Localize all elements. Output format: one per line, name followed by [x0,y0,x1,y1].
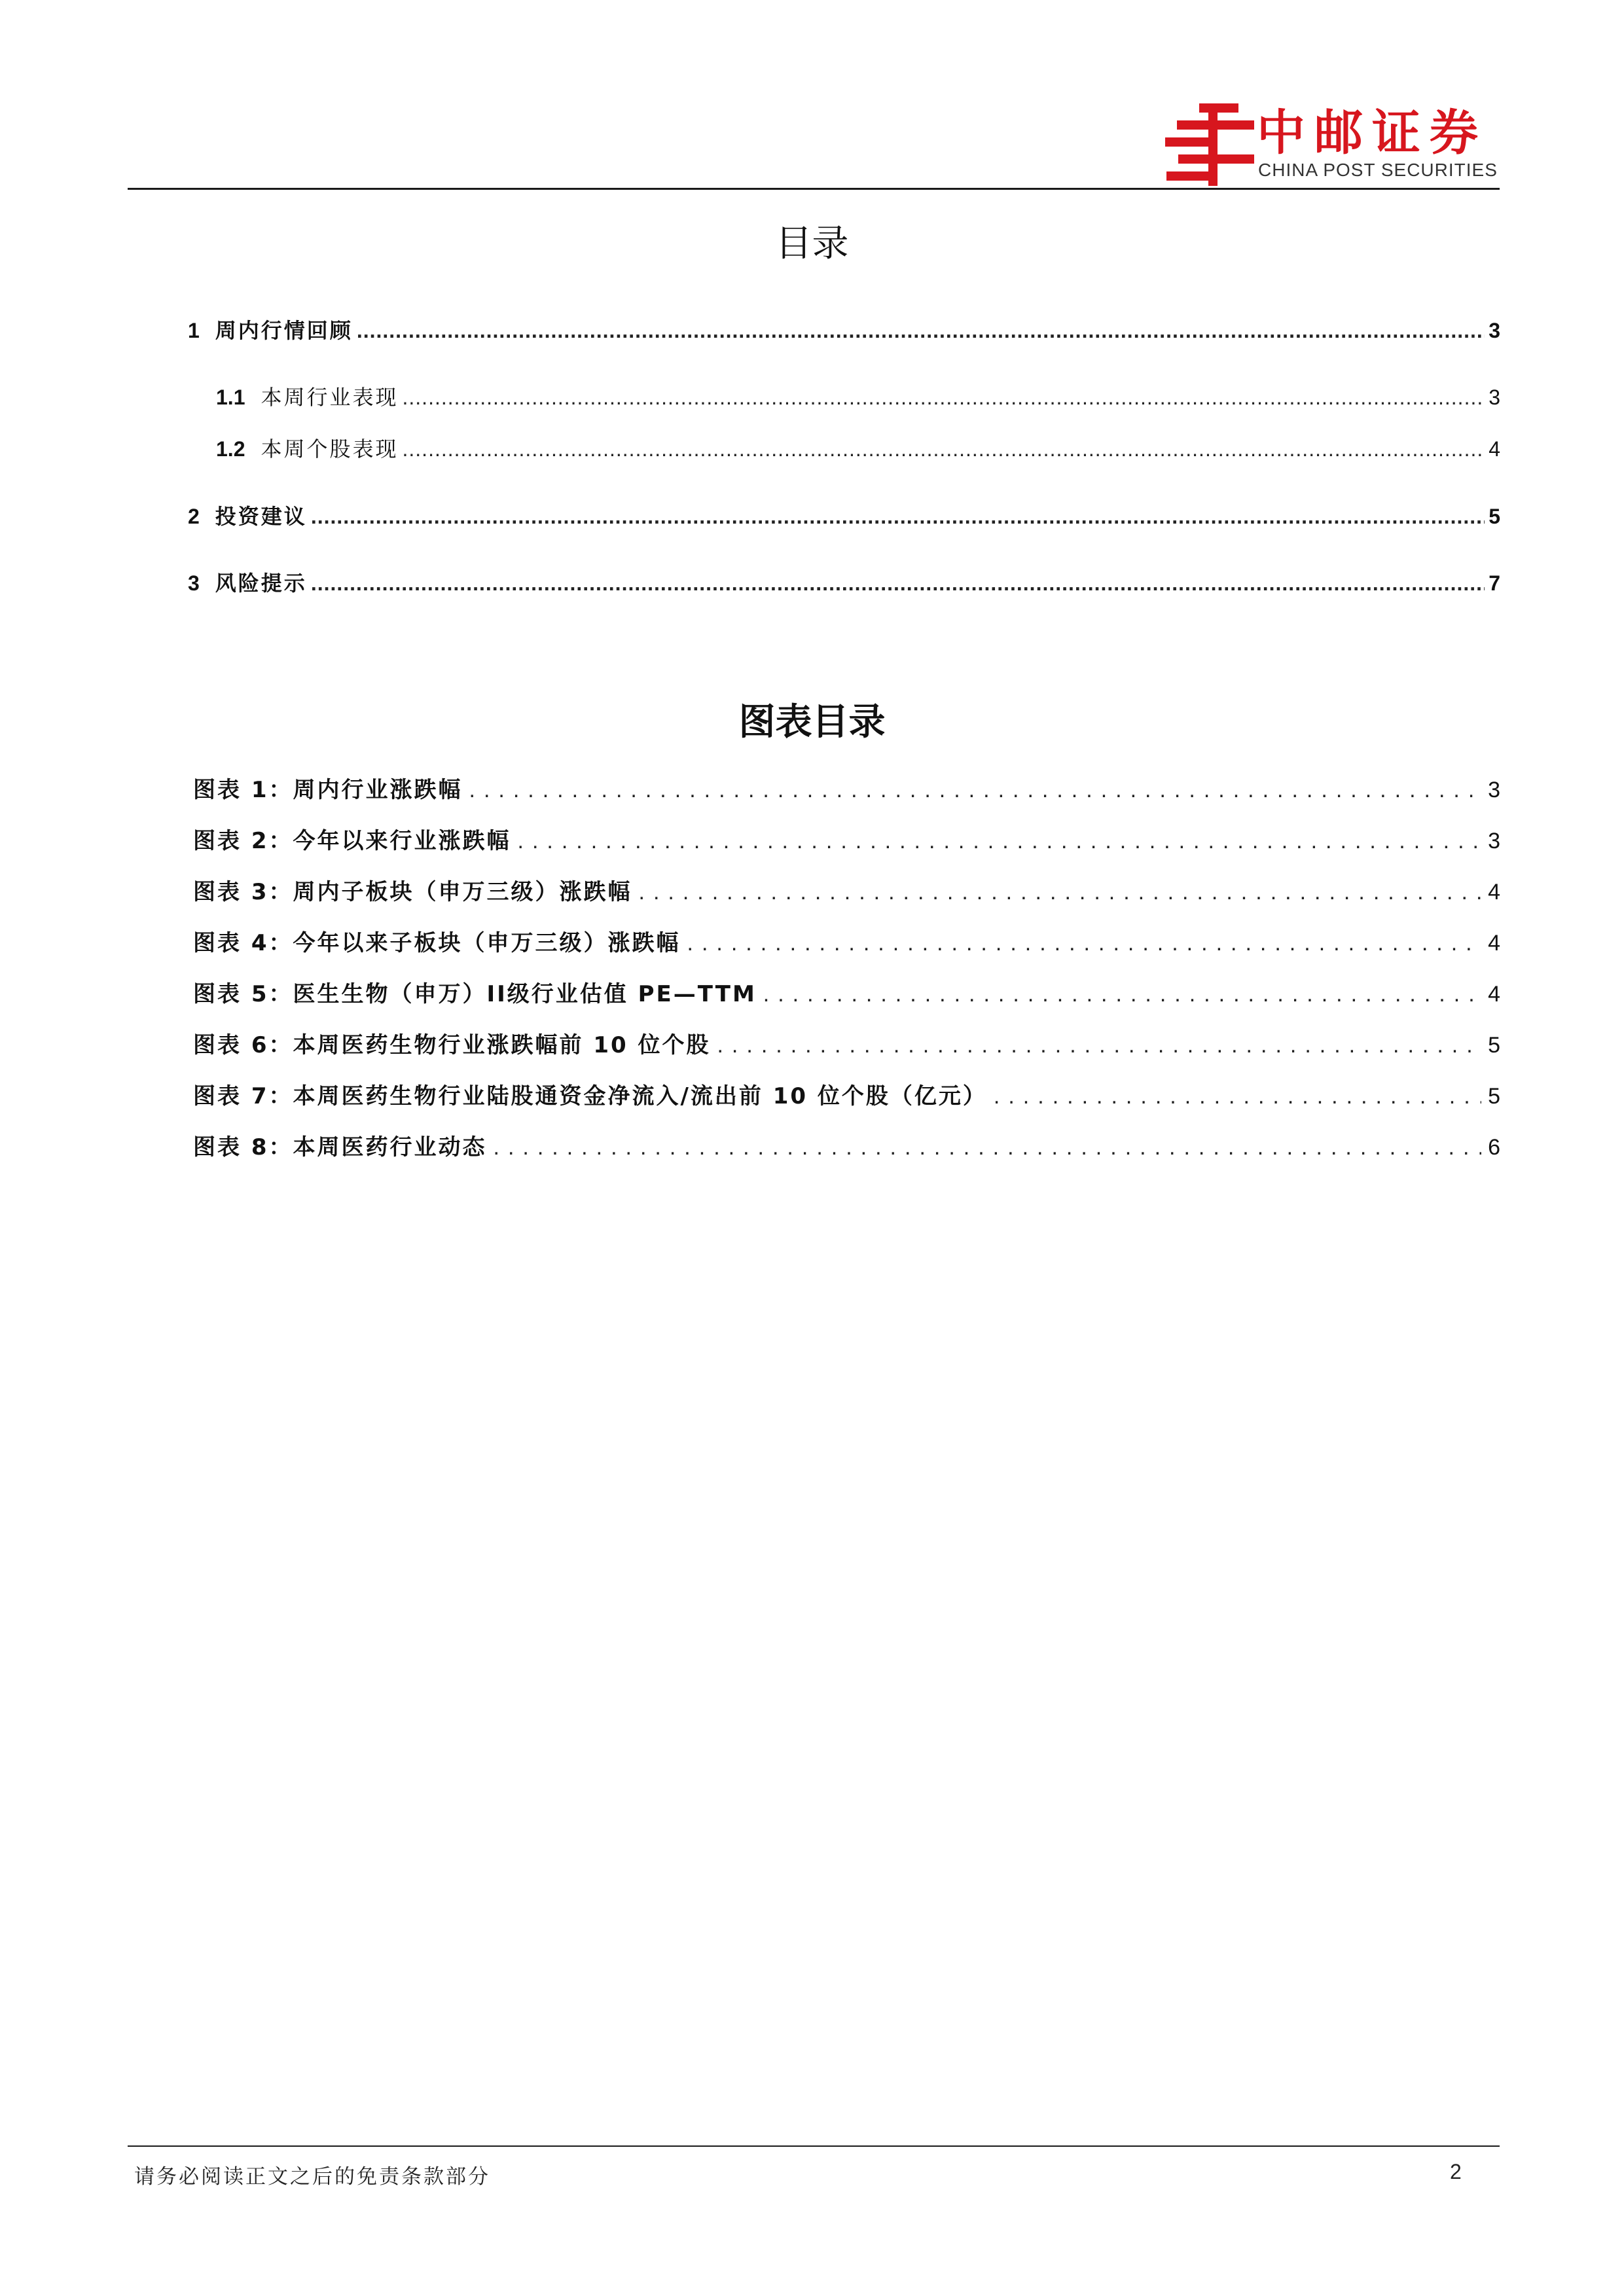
figure-entry-title: 图表 7：本周医药生物行业陆股通资金净流入/流出前 10 位个股（亿元） [193,1083,987,1109]
toc-entry[interactable] [216,435,1500,463]
figure-entry-title: 图表 3：周内子板块（申万三级）涨跌幅 [193,879,632,905]
china-post-logo-icon [1159,98,1257,190]
toc-entry-page: 4 [1489,437,1500,461]
figure-entry[interactable] [193,928,1500,958]
figure-entry[interactable] [193,1132,1500,1162]
dot-leader [403,435,1485,463]
dot-leader [763,979,1481,1009]
dot-leader [357,316,1485,345]
toc-entry-number: 2 [188,505,200,528]
disclaimer-note: 请务必阅读正文之后的免责条款部分 [134,2165,490,2189]
toc-entry-number: 1 [188,319,200,342]
company-logo [1159,98,1506,190]
dot-leader [311,569,1485,598]
figure-entry[interactable] [193,1081,1500,1111]
figure-entry[interactable] [193,775,1500,805]
toc-entry-title: 风险提示 [215,571,307,596]
dot-leader [639,877,1482,907]
figure-entry-page: 4 [1488,931,1500,956]
dot-leader [687,928,1482,958]
toc-entry-title: 本周个股表现 [261,437,399,461]
toc-entry[interactable] [216,383,1500,412]
dot-leader [469,775,1482,805]
figure-entry-title: 图表 6：本周医药生物行业涨跌幅前 10 位个股 [193,1032,711,1058]
header-divider [128,188,1500,190]
toc-entry-title: 周内行情回顾 [215,318,353,343]
page-number: 2 [1450,2160,1462,2183]
dot-leader [717,1030,1481,1060]
toc-entry-number: 3 [188,571,200,595]
toc-entry-number: 1.2 [216,437,245,461]
toc-entry-page: 3 [1489,319,1500,342]
figure-entry-page: 3 [1488,778,1500,802]
figure-entry-page: 5 [1488,1084,1500,1109]
figure-entry[interactable] [193,979,1500,1009]
footer-divider [128,2145,1500,2147]
toc-entry-title: 投资建议 [215,504,307,529]
figure-entry[interactable] [193,877,1500,907]
figure-entry[interactable] [193,1030,1500,1060]
dot-leader [311,502,1485,531]
toc-entry[interactable] [188,316,1500,345]
figure-entry-title: 图表 4：今年以来子板块（申万三级）涨跌幅 [193,930,681,956]
figure-entry-title: 图表 5：医生生物（申万）II级行业估值 PE—TTM [193,981,757,1007]
toc-entry-title: 本周行业表现 [261,385,399,410]
figure-entry-page: 3 [1488,829,1500,853]
dot-leader [403,383,1485,412]
figure-entry-page: 4 [1488,982,1500,1007]
logo-english-name: CHINA POST SECURITIES [1258,160,1498,180]
logo-chinese-name: 中邮证券 [1257,105,1487,161]
dot-leader [994,1081,1481,1111]
figure-entry-page: 5 [1488,1033,1500,1058]
figure-entry-title: 图表 8：本周医药行业动态 [193,1134,487,1160]
toc-entry[interactable] [188,569,1500,598]
toc-entry-number: 1.1 [216,386,245,409]
dot-leader [494,1132,1482,1162]
toc-entry-page: 7 [1489,571,1500,595]
figure-entry-page: 6 [1488,1135,1500,1160]
toc-entry-page: 3 [1489,386,1500,409]
toc-entry[interactable] [188,502,1500,531]
figure-entry-page: 4 [1488,880,1500,905]
figure-list-heading: 图表目录 [738,700,886,744]
dot-leader [518,826,1482,856]
toc-heading: 目录 [775,223,849,265]
figure-entry-title: 图表 1：周内行业涨跌幅 [193,777,463,803]
toc-entry-page: 5 [1489,505,1500,528]
figure-entry-title: 图表 2：今年以来行业涨跌幅 [193,828,511,854]
figure-entry[interactable] [193,826,1500,856]
